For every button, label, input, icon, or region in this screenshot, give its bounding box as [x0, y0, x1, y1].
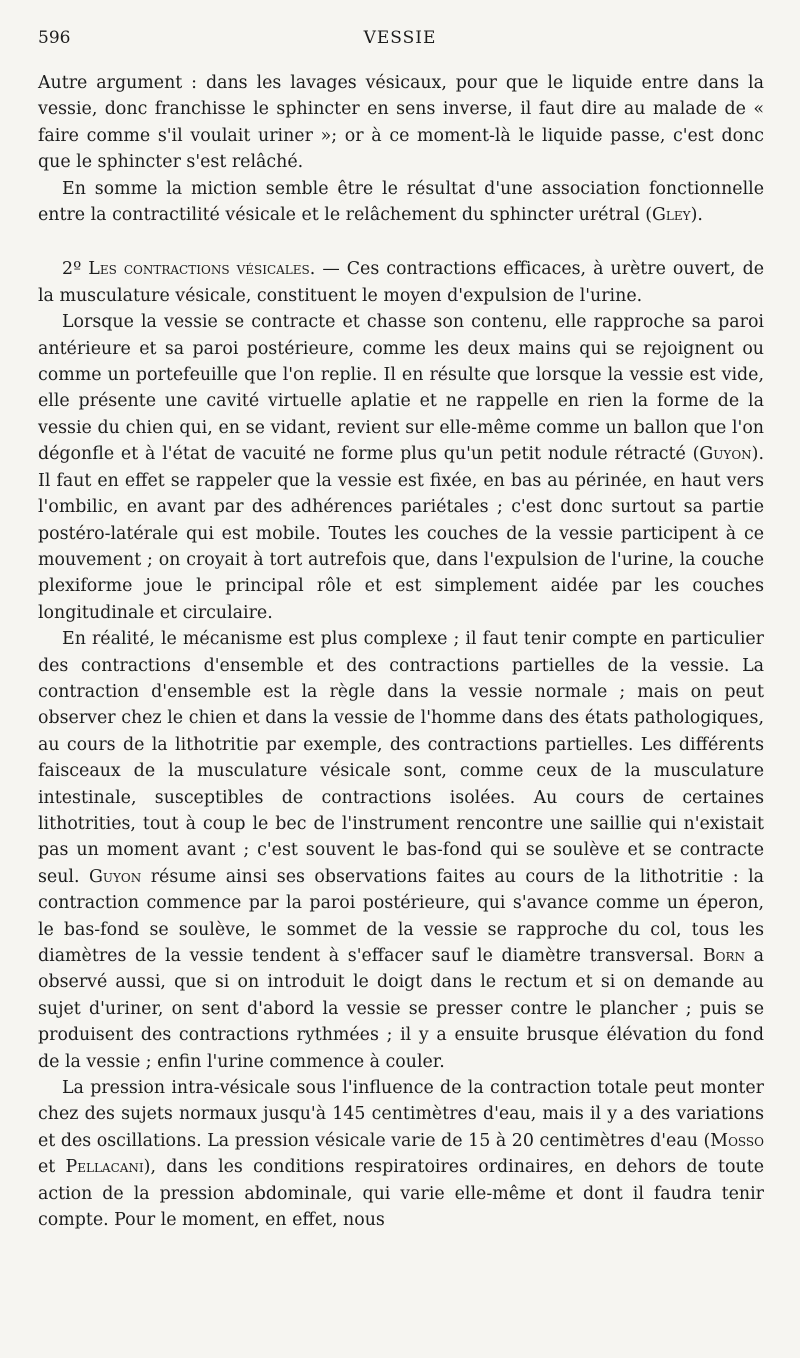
paragraph-text: La pression intra-vésicale sous l'influence de la contraction totale peut monter chez des sujets normaux jusqu'à 145 centimètres d'eau, mais il y a des variations et des oscillations. La pression vésicale varie de 15 à 20 centimètres d'eau (: [38, 1078, 764, 1151]
paragraph-lavages: [38, 70, 764, 176]
page-header: [38, 28, 762, 56]
section-number: 2º: [62, 259, 82, 280]
paragraph-pression: [38, 1075, 764, 1233]
author-name: Born: [702, 946, 745, 966]
running-title: VESSIE: [363, 28, 437, 48]
paragraph-text: ). Il faut en effet se rappeler que la vessie est fixée, en bas au périnée, en haut vers l'ombilic, en avant par des adhérences pariétales ; c'est donc surtout sa partie postéro-latérale qui est mobile. Toutes les couches de la vessie participent à ce mouvement ; on croyait à tort autrefois que, dans l'expulsion de l'urine, la couche plexiforme joue le principal rôle et est simplement aidée par les couches longitudinale et circulaire.: [38, 444, 764, 623]
section-heading: Les contractions vésicales.: [88, 259, 316, 280]
paragraph-text: En réalité, le mécanisme est plus complexe ; il faut tenir compte en particulier des contractions d'ensemble et des contractions partielles de la vessie. La contraction d'ensemble est la règle dans la vessie normale ; mais on peut observer chez le chien et dans la vessie de l'homme dans des états pathologiques, au cours de la lithotritie par exemple, des contractions partielles. Les différents faisceaux de la musculature vésicale sont, comme ceux de la musculature intestinale, susceptibles de contractions isolées. Au cours de certaines lithotrities, tout à coup le bec de l'instrument rencontre une saillie qui n'existait pas un moment avant ; c'est souvent le bas-fond qui se soulève et se contracte seul.: [38, 629, 764, 887]
paragraph-text: et: [38, 1157, 66, 1178]
author-name: Guyon: [88, 866, 142, 887]
paragraph-text: Lorsque la vessie se contracte et chasse son contenu, elle rapproche sa paroi antérieure et sa paroi postérieure, comme les deux mains qui se rejoignent ou comme un portefeuille que l'on replie. Il en résulte que lorsque la vessie est vide, elle présente une cavité virtuelle aplatie et ne rappelle en rien la forme de la vessie du chien qui, en se vidant, revient sur elle-même comme un ballon que l'on dégonfle et à l'état de vacuité ne forme plus qu'un petit nodule rétracté (: [38, 312, 764, 465]
paragraph-text: Autre argument : dans les lavages vésicaux, pour que le liquide entre dans la vessie, donc franchisse le sphincter en sens inverse, il faut dire au malade de « faire comme s'il voulait uriner »; or à ce moment-là le liquide passe, c'est donc que le sphincter s'est relâché.: [38, 73, 764, 173]
page-body: [38, 70, 764, 1233]
author-name: Mosso: [710, 1130, 764, 1151]
paragraph-mecanisme: [38, 626, 764, 1075]
paragraph-text: résume ainsi ses observations faites au cours de la lithotritie : la contraction commence par la paroi postérieure, qui s'avance comme un éperon, le bas-fond se soulève, le sommet de la vessie se rapproche du col, tous les diamètres de la vessie tendent à s'effacer sauf le diamètre transversal.: [38, 866, 764, 966]
paragraph-text: ), dans les conditions respiratoires ordinaires, en dehors de toute action de la pression abdominale, qui varie elle-même et dont il faudra tenir compte. Pour le moment, en effet, nous: [38, 1157, 764, 1231]
paragraph-text: a observé aussi, que si on introduit le doigt dans le rectum et si on demande au sujet d'uriner, on sent d'abord la vessie se presser contre le plancher ; puis se produisent des contractions rythmées ; il y a ensuite brusque élévation du fond de la vessie ; enfin l'urine commence à couler.: [38, 946, 764, 1072]
author-name: Gley: [652, 205, 691, 226]
paragraph-contractions-heading: [38, 256, 764, 309]
author-name: Guyon: [699, 444, 752, 465]
paragraph-vessie-contracte: [38, 309, 764, 626]
page-number: 596: [38, 28, 71, 48]
paragraph-text: En somme la miction semble être le résultat d'une association fonctionnelle entre la contractilité vésicale et le relâchement du sphincter urétral (: [38, 178, 764, 226]
author-name: Pellacani: [65, 1157, 144, 1178]
paragraph-text: ).: [690, 205, 703, 226]
paragraph-miction: [38, 176, 764, 229]
paragraph-text: — Ces contractions efficaces, à urètre ouvert, de la musculature vésicale, constituent le moyen d'expulsion de l'urine.: [38, 259, 764, 306]
